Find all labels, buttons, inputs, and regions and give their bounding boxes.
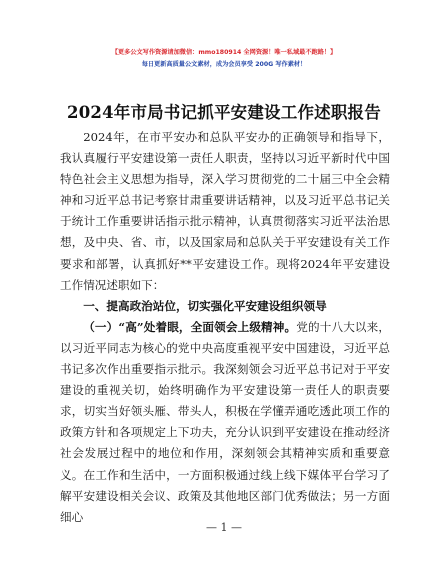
page-number: — 1 — bbox=[206, 521, 242, 534]
promo-banner-line-1: 【更多公文写作资源请加微信：mmo180914 全网资源！唯一私域最不跑路！】 bbox=[111, 49, 337, 56]
document-body bbox=[60, 127, 390, 528]
promo-banner-line-2: 每日更新高质量公文素材，成为会员享受 200G 写作素材！ bbox=[141, 61, 307, 68]
subsection-paragraph bbox=[60, 317, 390, 528]
subsection-heading: （一）“高”处着眼，全面领会上级精神。 bbox=[83, 319, 297, 334]
subsection-body: 党的十八大以来，以习近平同志为核心的党中央高度重视平安中国建设，习近平总书记多次作出重要指示批示。我深刻领会习近平总书记对于平安建设的重视关切，始终明确作为平安建设第一责任人的职责要求，切实当好领头雁、带头人，积极在学懂弄通吃透此项工作的政策方针和各项规定上下功夫，充分认识到平安建设在推动经济社会发展过程中的地位和作用，深刻领会其精神实质和重要意义。在工作和生活中，一方面积极通过线上线下媒体平台学习了解平安建设相关会议、政策及其他地区部门优秀做法；另一方面细心 bbox=[60, 319, 390, 524]
document-title: 2024年市局书记抓平安建设工作述职报告 bbox=[67, 103, 381, 122]
section-heading: 一、提高政治站位，切实强化平安建设组织领导 bbox=[83, 298, 327, 313]
intro-paragraph: 2024年，在市平安办和总队平安办的正确领导和指导下，我认真履行平安建设第一责任人职责，坚持以习近平新时代中国特色社会主义思想为指导，深入学习贯彻党的二十届三中全会精神和习近平总书记考察甘肃重要讲话精神，以及习近平总书记关于统计工作重要讲话指示批示精神，认真贯彻落实习近平法治思想，及中央、省、市，以及国家局和总队关于平安建设有关工作要求和部署，认真抓好**平安建设工作。现将2024年平安建设工作情况述职如下： bbox=[60, 130, 390, 292]
